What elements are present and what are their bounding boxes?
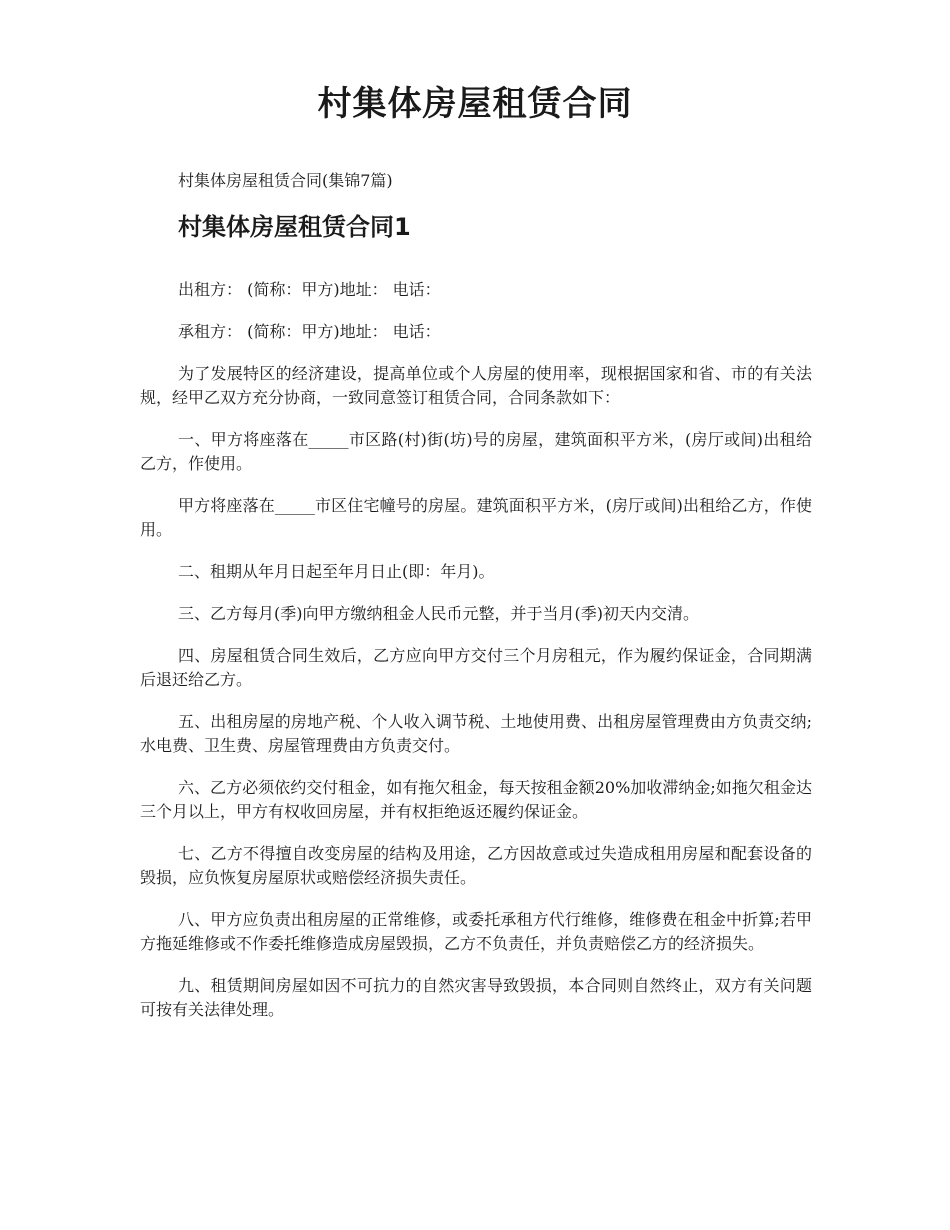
paragraph-lessee: 承租方： (简称：甲方)地址： 电话： xyxy=(178,322,441,341)
paragraph-clause-3: 三、乙方每月(季)向甲方缴纳租金人民币元整，并于当月(季)初天内交清。 xyxy=(178,604,699,623)
paragraph-clause-4: 四、房屋租赁合同生效后，乙方应向甲方交付三个月房租元，作为履约保证金，合同期满后退还给乙方。 xyxy=(140,646,812,689)
paragraph-clause-2: 二、租期从年月日起至年月日止(即：年月)。 xyxy=(178,562,495,581)
document-title: 村集体房屋租赁合同 xyxy=(317,84,633,124)
paragraph-preamble: 为了发展特区的经济建设，提高单位或个人房屋的使用率，现根据国家和省、市的有关法规，经甲乙双方充分协商，一致同意签订租赁合同，合同条款如下： xyxy=(140,364,812,407)
section-heading: 村集体房屋租赁合同1 xyxy=(178,213,411,241)
paragraph-lessor: 出租方： (简称：甲方)地址： 电话： xyxy=(178,280,441,299)
document-body xyxy=(140,278,812,1040)
paragraph-clause-6: 六、乙方必须依约交付租金，如有拖欠租金，每天按租金额20%加收滞纳金;如拖欠租金达三个月以上，甲方有权收回房屋，并有权拒绝返还履约保证金。 xyxy=(140,778,812,821)
paragraph-clause-7: 七、乙方不得擅自改变房屋的结构及用途，乙方因故意或过失造成租用房屋和配套设备的毁损，应负恢复房屋原状或赔偿经济损失责任。 xyxy=(140,844,812,887)
paragraph-clause-1-alt: 甲方将座落在_____市区住宅幢号的房屋。建筑面积平方米，(房厅或间)出租给乙方，作使用。 xyxy=(140,496,812,539)
paragraph-clause-8: 八、甲方应负责出租房屋的正常维修，或委托承租方代行维修，维修费在租金中折算;若甲方拖延维修或不作委托维修造成房屋毁损，乙方不负责任，并负责赔偿乙方的经济损失。 xyxy=(140,910,812,953)
paragraph-clause-1: 一、甲方将座落在_____市区路(村)街(坊)号的房屋，建筑面积平方米，(房厅或间)出租给乙方，作使用。 xyxy=(140,430,812,473)
paragraph-clause-5: 五、出租房屋的房地产税、个人收入调节税、土地使用费、出租房屋管理费由方负责交纳;水电费、卫生费、房屋管理费由方负责交付。 xyxy=(140,712,812,755)
document-subtitle: 村集体房屋租赁合同(集锦7篇) xyxy=(178,171,393,190)
paragraph-clause-9: 九、租赁期间房屋如因不可抗力的自然灾害导致毁损，本合同则自然终止，双方有关问题可按有关法律处理。 xyxy=(140,976,812,1019)
